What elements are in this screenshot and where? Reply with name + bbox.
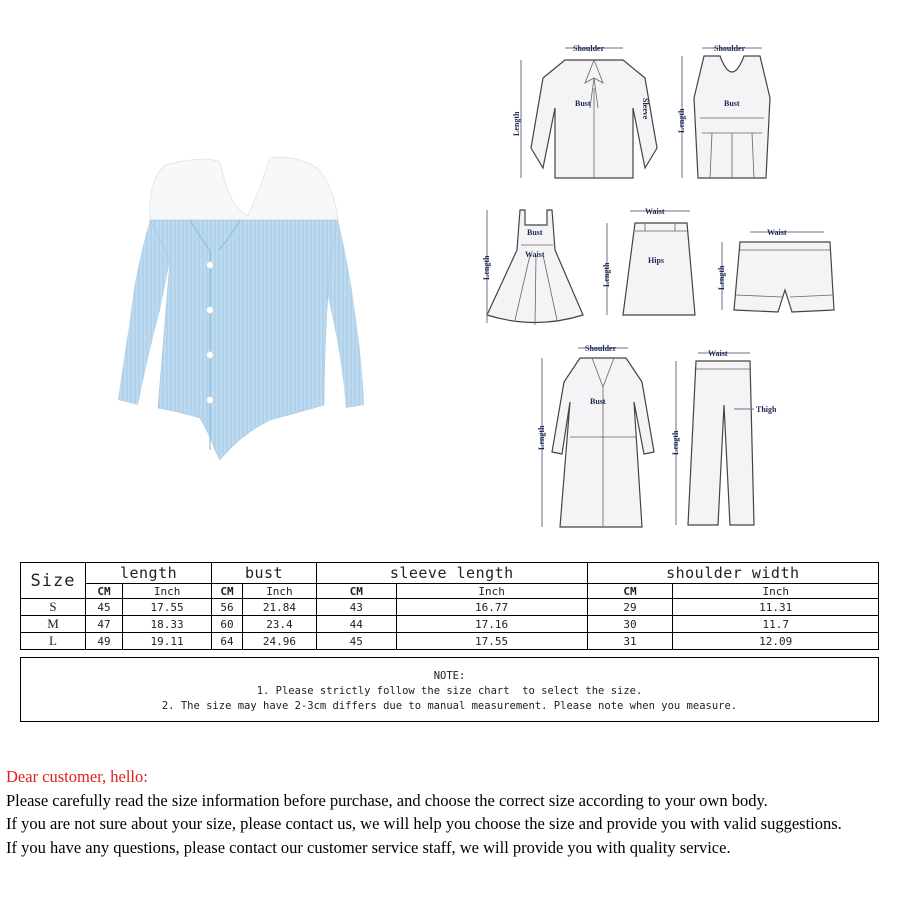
unit-inch: Inch xyxy=(123,584,212,599)
vest-length-label: Length xyxy=(677,108,686,133)
table-cell: 11.31 xyxy=(673,599,879,616)
shorts-diagram xyxy=(712,220,842,320)
table-cell: 43 xyxy=(316,599,396,616)
table-cell: 60 xyxy=(212,616,243,633)
group-header-shoulder-width: shoulder width xyxy=(587,563,878,584)
unit-inch: Inch xyxy=(242,584,316,599)
note-title: NOTE: xyxy=(433,670,466,682)
unit-cm: CM xyxy=(587,584,673,599)
dress-length-label: Length xyxy=(482,255,491,280)
coat-length-label: Length xyxy=(537,425,546,450)
shorts-length-label: Length xyxy=(717,265,726,290)
table-row xyxy=(21,599,879,616)
blouse-bust-label: Bust xyxy=(575,99,591,108)
table-cell: 19.11 xyxy=(123,633,212,650)
dress-bust-label: Bust xyxy=(527,228,543,237)
dress-diagram xyxy=(475,205,590,330)
blouse-sleeve-label: Sleeve xyxy=(641,98,650,120)
skirt-diagram xyxy=(595,205,705,330)
skirt-hips-label: Hips xyxy=(648,256,665,265)
note-box xyxy=(20,657,879,722)
trousers-length-label: Length xyxy=(671,430,680,455)
unit-inch: Inch xyxy=(396,584,587,599)
unit-inch: Inch xyxy=(673,584,879,599)
size-table xyxy=(20,562,879,650)
vest-shoulder-label: Shoulder xyxy=(714,44,746,53)
table-cell: 18.33 xyxy=(123,616,212,633)
table-cell: 45 xyxy=(86,599,123,616)
trousers-waist-label: Waist xyxy=(708,349,728,358)
table-cell: 21.84 xyxy=(242,599,316,616)
coat-shoulder-label: Shoulder xyxy=(585,344,617,353)
table-cell: 31 xyxy=(587,633,673,650)
skirt-waist-label: Waist xyxy=(645,207,665,216)
vest-bust-label: Bust xyxy=(724,99,740,108)
table-cell: 56 xyxy=(212,599,243,616)
size-header: Size xyxy=(21,563,86,599)
customer-line-3: If you have any questions, please contact our customer service staff, we will provide you with quality service. xyxy=(6,837,731,857)
coat-bust-label: Bust xyxy=(590,397,606,406)
table-cell: 49 xyxy=(86,633,123,650)
table-cell: 64 xyxy=(212,633,243,650)
shorts-waist-label: Waist xyxy=(767,228,787,237)
blouse-length-label: Length xyxy=(512,111,521,136)
table-row xyxy=(21,633,879,650)
group-header-bust: bust xyxy=(212,563,317,584)
group-header-length: length xyxy=(86,563,212,584)
table-cell: 29 xyxy=(587,599,673,616)
table-cell: 12.09 xyxy=(673,633,879,650)
customer-greeting: Dear customer, hello: xyxy=(6,767,148,786)
table-cell: 17.55 xyxy=(396,633,587,650)
table-cell: 23.4 xyxy=(242,616,316,633)
customer-message xyxy=(6,765,900,859)
customer-line-1: Please carefully read the size information before purchase, and choose the correct size according to your own body. xyxy=(6,790,768,810)
table-cell: 11.7 xyxy=(673,616,879,633)
table-row xyxy=(21,616,879,633)
table-cell: 47 xyxy=(86,616,123,633)
trousers-thigh-label: Thigh xyxy=(756,405,777,414)
blouse-shoulder-label: Shoulder xyxy=(573,44,605,53)
table-cell: 45 xyxy=(316,633,396,650)
unit-cm: CM xyxy=(212,584,243,599)
size-label: L xyxy=(21,633,86,650)
size-label: M xyxy=(21,616,86,633)
size-label: S xyxy=(21,599,86,616)
customer-line-2: If you are not sure about your size, please contact us, we will help you choose the size and provide you with valid suggestions. xyxy=(6,814,842,833)
skirt-length-label: Length xyxy=(602,262,611,287)
unit-cm: CM xyxy=(316,584,396,599)
coat-diagram xyxy=(530,342,665,532)
table-cell: 30 xyxy=(587,616,673,633)
blouse-diagram xyxy=(505,38,665,188)
vest-diagram xyxy=(672,38,782,188)
table-cell: 17.55 xyxy=(123,599,212,616)
trousers-diagram xyxy=(668,345,788,530)
dress-waist-label: Waist xyxy=(525,250,545,259)
table-cell: 17.16 xyxy=(396,616,587,633)
group-header-sleeve-length: sleeve length xyxy=(316,563,587,584)
product-photo-cardigan xyxy=(110,150,380,470)
table-cell: 24.96 xyxy=(242,633,316,650)
note-line-2: 2. The size may have 2-3cm differs due to manual measurement. Please note when you measure. xyxy=(161,700,738,712)
unit-cm: CM xyxy=(86,584,123,599)
table-cell: 16.77 xyxy=(396,599,587,616)
note-line-1: 1. Please strictly follow the size chart to select the size. xyxy=(256,685,643,697)
table-cell: 44 xyxy=(316,616,396,633)
